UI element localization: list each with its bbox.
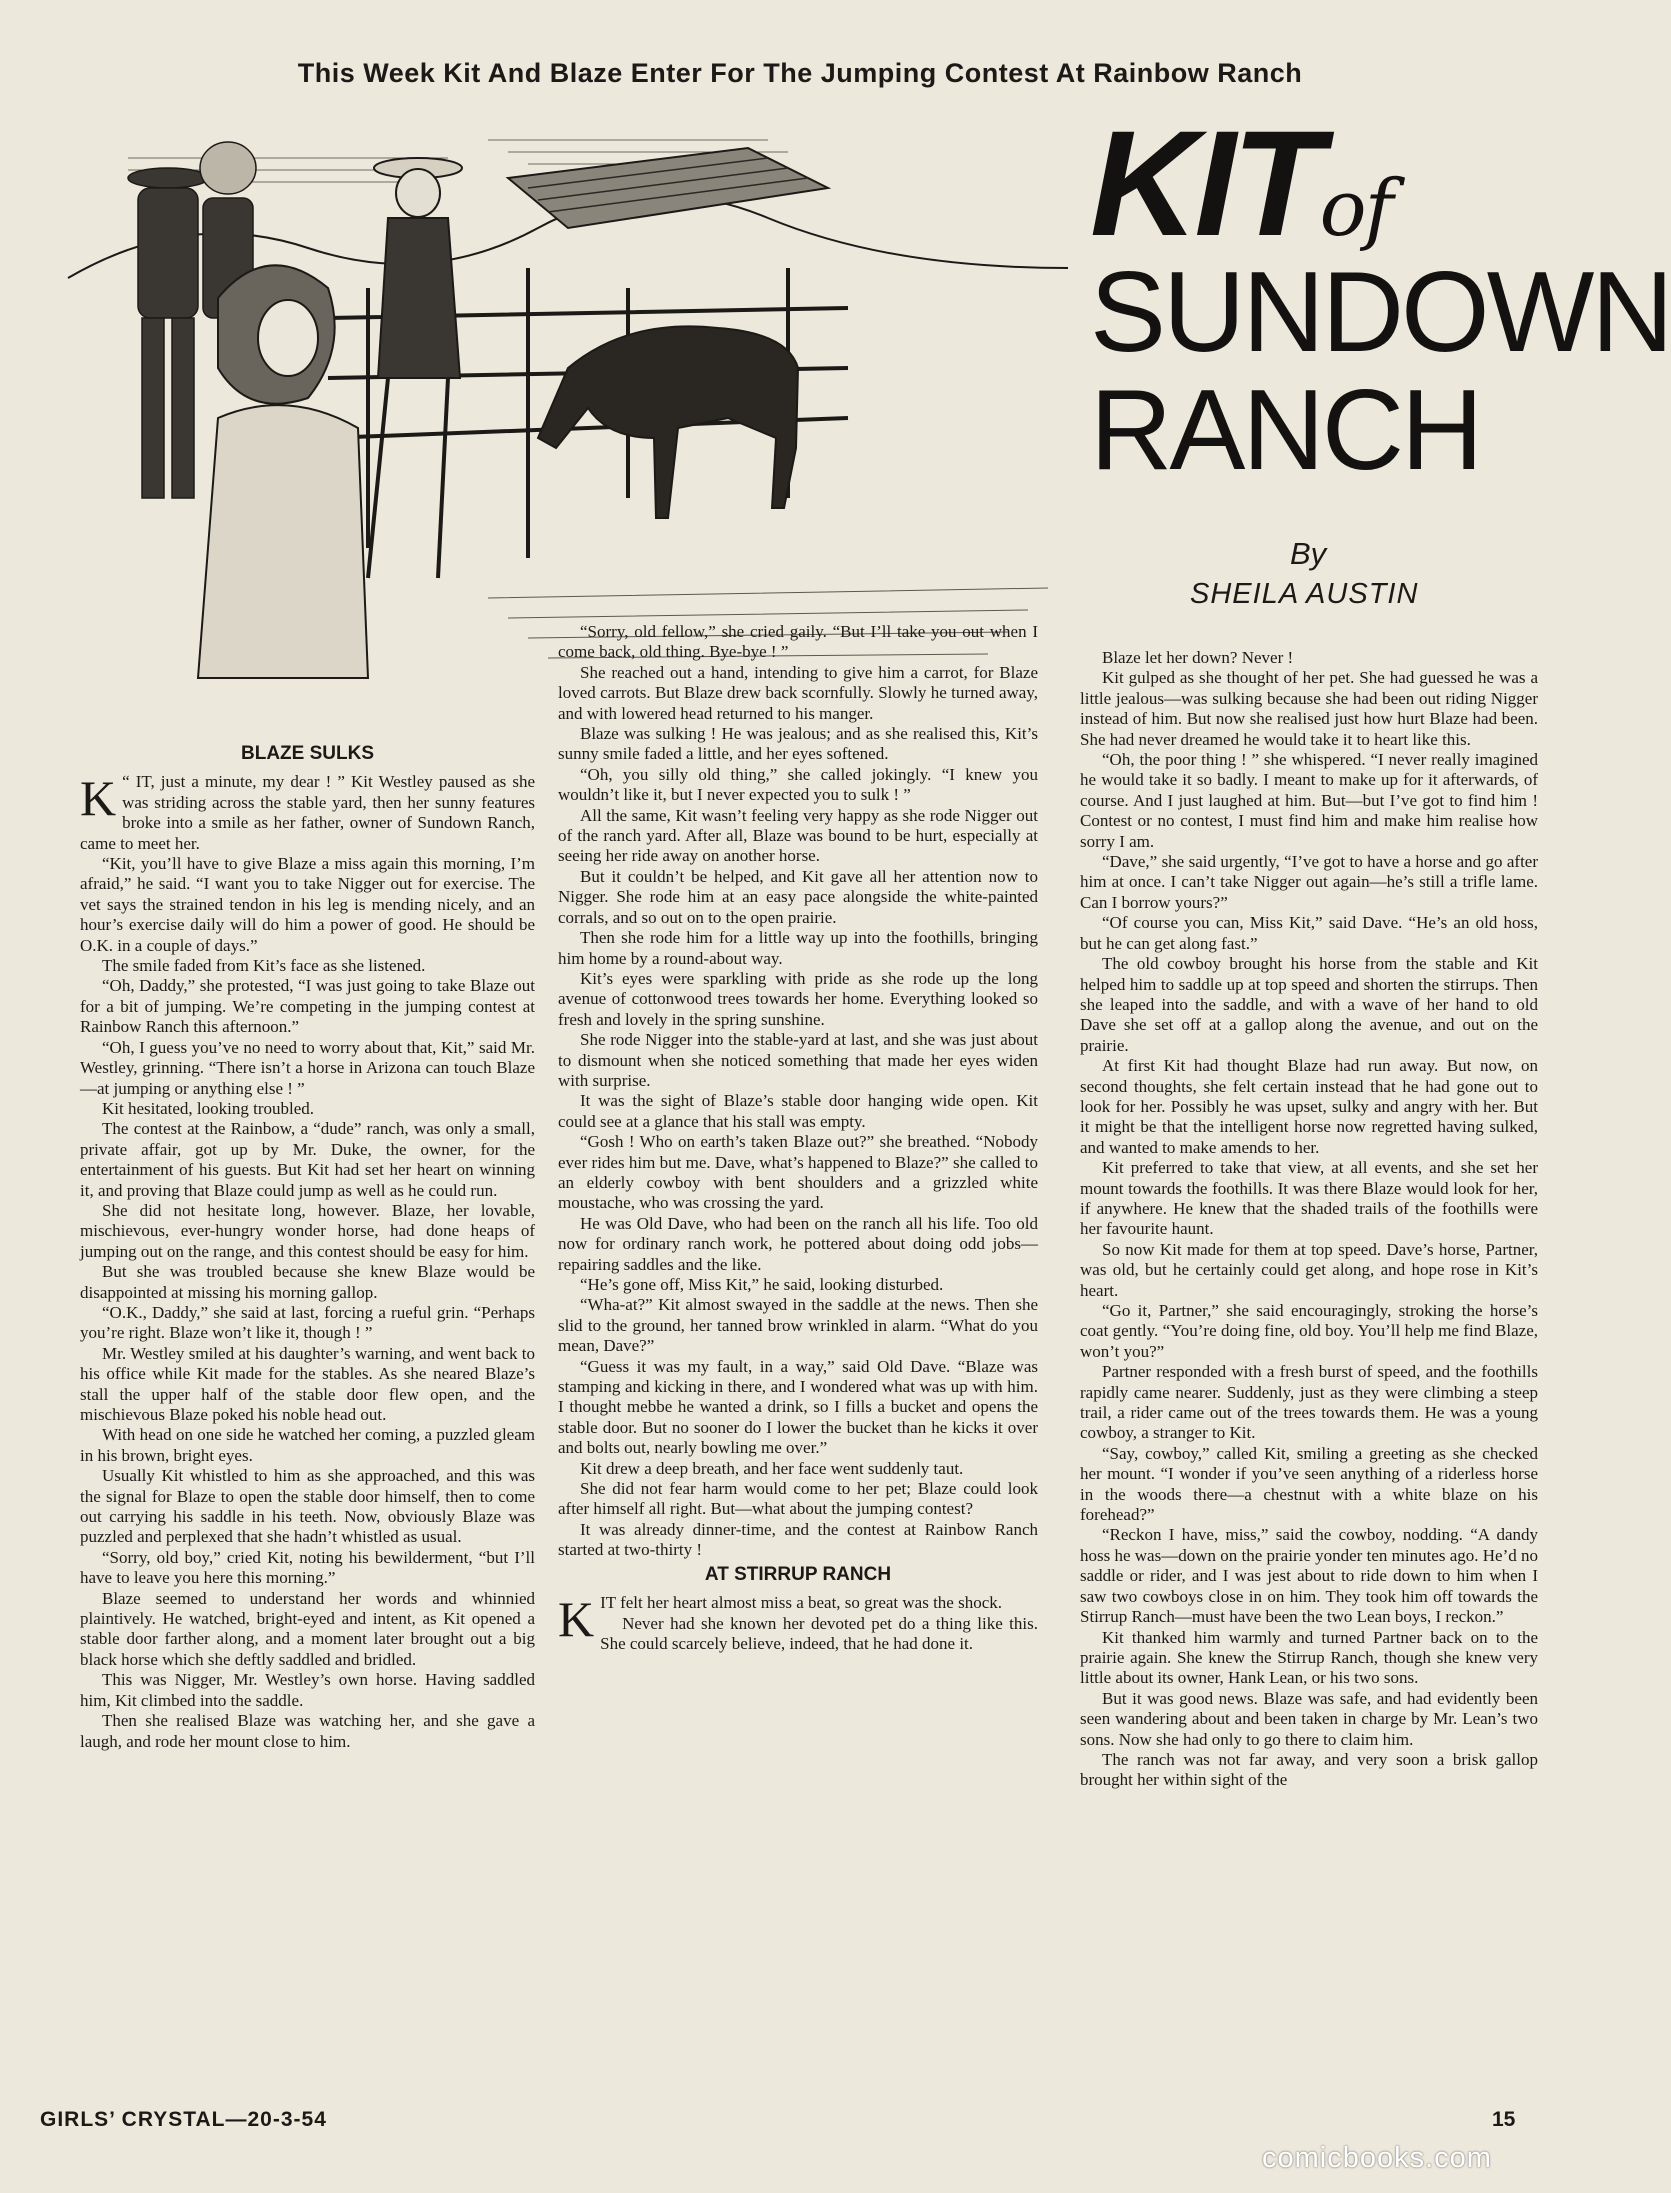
paragraph: Kit gulped as she thought of her pet. She had guessed he was a little jealous—was sulking because she had been out riding Nigger instead of him. But now she realised just how hurt Blaze had been. She had never dreamed he would take it to heart like this.: [1080, 668, 1538, 749]
paragraph: She reached out a hand, intending to give him a carrot, for Blaze loved carrots. But Blaze drew back scornfully. Slowly he turned away, and with lowered head returned to his manger.: [558, 662, 1038, 723]
text-column-1: [80, 740, 535, 1752]
section-heading: BLAZE SULKS: [241, 743, 374, 764]
paragraph: Then she realised Blaze was watching her, and she gave a laugh, and rode her mount close to him.: [80, 1711, 535, 1751]
byline-by: By: [1290, 536, 1327, 571]
paragraph: Kit preferred to take that view, at all events, and she set her mount towards the foothills. It was there Blaze would look for her, if anywhere. He knew that the shaded trails of the foothills were her favourite haunt.: [1080, 1158, 1538, 1239]
byline-author: SHEILA AUSTIN: [1190, 578, 1419, 610]
paragraph: “Dave,” she said urgently, “I’ve got to have a horse and go after him at once. I can’t take Nigger out again—he’s still a trifle lame. Can I borrow yours?”: [1080, 852, 1538, 912]
paragraph: Usually Kit whistled to him as she approached, and this was the signal for Blaze to open the stable door himself, then to come out carrying his saddle in his teeth. Now, obviously Blaze was puzzled and perplexed that she hadn’t whistled as usual.: [80, 1466, 535, 1547]
drop-cap: K: [558, 1591, 595, 1648]
paragraph: With head on one side he watched her coming, a puzzled gleam in his brown, bright eyes.: [80, 1425, 535, 1465]
paragraph: All the same, Kit wasn’t feeling very happy as she rode Nigger out of the ranch yard. After all, Blaze was bound to be hurt, especially at seeing her ride away on another horse.: [558, 805, 1038, 866]
paragraph: “Kit, you’ll have to give Blaze a miss again this morning, I’m afraid,” he said. “I want you to take Nigger out for exercise. The vet says the strained tendon in his leg is mending nicely, and an hour’s exercise daily will do him a power of good. He should be O.K. in a couple of days.”: [80, 854, 535, 955]
page-number: 15: [1492, 2108, 1516, 2131]
paragraph: But she was troubled because she knew Blaze would be disappointed at missing his morning gallop.: [80, 1262, 535, 1302]
paragraph: Never had she known her devoted pet do a thing like this. She could scarcely believe, indeed, that he had done it.: [600, 1613, 1038, 1653]
title-ranch: RANCH: [1090, 367, 1481, 494]
paragraph: Kit thanked him warmly and turned Partner back on to the prairie again. She knew the Stirrup Ranch, though she knew very little about its owner, Hank Lean, or his two sons.: [1080, 1627, 1538, 1688]
paragraph: She rode Nigger into the stable-yard at last, and she was just about to dismount when she noticed something that made her eyes widen with surprise.: [558, 1030, 1038, 1090]
paragraph: Partner responded with a fresh burst of speed, and the foothills rapidly came nearer. Suddenly, just as they were climbing a steep trail, a rider came out of the trees towards them. He was a young cowboy, a stranger to Kit.: [1080, 1362, 1538, 1443]
paragraph: This was Nigger, Mr. Westley’s own horse. Having saddled him, Kit climbed into the saddle.: [80, 1670, 535, 1710]
paragraph: Blaze let her down? Never !: [1102, 648, 1294, 667]
paragraph: It was already dinner-time, and the contest at Rainbow Ranch started at two-thirty !: [558, 1519, 1038, 1560]
paragraph: “Oh, you silly old thing,” she called jokingly. “I knew you wouldn’t like it, but I never expected you to sulk ! ”: [558, 764, 1038, 805]
paragraph: At first Kit had thought Blaze had run away. But now, on second thoughts, she felt certain instead that he had gone out to look for her. Possibly he was upset, sulky and angry with her. But it might be that the intelligent horse now regretted having sulked, and wanted to make amends to her.: [1080, 1056, 1538, 1157]
paragraph: “Of course you can, Miss Kit,” said Dave. “He’s an old hoss, but he can get along fast.”: [1080, 913, 1538, 953]
paragraph: “Sorry, old fellow,” she cried gaily. “But I’ll take you out when I come back, old thing. Bye-bye ! ”: [558, 622, 1038, 662]
paragraph: “Oh, I guess you’ve no need to worry about that, Kit,” said Mr. Westley, grinning. “There isn’t a horse in Arizona can touch Blaze—at jumping or anything else ! ”: [80, 1037, 535, 1098]
issue-footer: GIRLS’ CRYSTAL—20-3-54: [40, 2108, 327, 2131]
paragraph: “Gosh ! Who on earth’s taken Blaze out?” she breathed. “Nobody ever rides him but me. Dave, what’s happened to Blaze?” she called to an elderly cowboy with bent shoulders and a grizzled white moustache, who was crossing the yard.: [558, 1132, 1038, 1213]
paragraph: Kit’s eyes were sparkling with pride as she rode up the long avenue of cottonwood trees towards her home. Everything looked so fresh and lovely in the spring sunshine.: [558, 968, 1038, 1029]
section-heading: AT STIRRUP RANCH: [704, 1563, 892, 1585]
paragraph: Kit hesitated, looking troubled.: [102, 1098, 314, 1118]
title-kit: KIT: [1090, 99, 1320, 267]
paragraph: The smile faded from Kit’s face as she listened.: [102, 956, 426, 976]
watermark: comicbooks.com: [1262, 2142, 1492, 2174]
paragraph: He was Old Dave, who had been on the ranch all his life. Too old now for ordinary ranch work, he pottered about doing odd jobs—repairing saddles and the like.: [558, 1213, 1038, 1274]
paragraph: “Wha-at?” Kit almost swayed in the saddle at the news. Then she slid to the ground, her tanned brow wrinkled in alarm. “What do you mean, Dave?”: [558, 1295, 1038, 1356]
paragraph: But it couldn’t be helped, and Kit gave all her attention now to Nigger. She rode him at an easy pace alongside the white-painted corrals, and so out on to the open prairie.: [558, 866, 1038, 927]
paragraph: Blaze was sulking ! He was jealous; and as she realised this, Kit’s sunny smile faded a little, and her eyes softened.: [558, 724, 1038, 764]
paragraph: She did not fear harm would come to her pet; Blaze could look after himself all right. But—what about the jumping contest?: [558, 1479, 1038, 1519]
paragraph: “Sorry, old boy,” cried Kit, noting his bewilderment, “but I’ll have to leave you here this morning.”: [80, 1547, 535, 1588]
paragraph: “Guess it was my fault, in a way,” said Old Dave. “Blaze was stamping and kicking in there, and I wondered what was up with him. I thought mebbe he wanted a drink, so I fills a bucket and opens the stable door. But no sooner do I lower the bucket than he kicks it over and bolts out, nearly bowling me over.”: [558, 1356, 1038, 1458]
paragraph: So now Kit made for them at top speed. Dave’s horse, Partner, was old, but he certainly could get along, and hope rose in Kit’s heart.: [1080, 1239, 1538, 1300]
text-column-3: [1080, 648, 1538, 1791]
paragraph: She did not hesitate long, however. Blaze, her lovable, mischievous, ever-hungry wonder horse, had done heaps of jumping out on the range, and this contest should be easy for him.: [80, 1200, 535, 1261]
paragraph: But it was good news. Blaze was safe, and had evidently been seen wandering about and been taken in charge by Mr. Lean’s two sons. Now she had only to go there to claim him.: [1080, 1688, 1538, 1749]
ranch-illustration: [68, 118, 1068, 678]
paragraph: K “ IT, just a minute, my dear ! ” Kit Westley paused as she was striding across the stable yard, then her sunny features broke into a smile as her father, owner of Sundown Ranch, came to meet her.: [80, 770, 535, 853]
paragraph: “O.K., Daddy,” she said at last, forcing a rueful grin. “Perhaps you’re right. Blaze won’t like it, though ! ”: [80, 1302, 535, 1343]
story-tagline: This Week Kit And Blaze Enter For The Jumping Contest At Rainbow Ranch: [297, 58, 1303, 88]
title-sundown: SUNDOWN: [1090, 249, 1671, 376]
paragraph: Then she rode him for a little way up into the foothills, bringing him home by a round-about way.: [558, 928, 1038, 968]
paragraph: “Go it, Partner,” she said encouragingly, stroking the horse’s coat gently. “You’re doing fine, old boy. You’ll help me find Blaze, won’t you?”: [1080, 1301, 1538, 1361]
paragraph: “Say, cowboy,” called Kit, smiling a greeting as she checked her mount. “I wonder if you’ve seen anything of a riderless horse in the woods there—a chestnut with a white blaze on his forehead?”: [1080, 1443, 1538, 1525]
paragraph: The contest at the Rainbow, a “dude” ranch, was only a small, private affair, got up by Mr. Duke, the owner, for the entertainment of his guests. But Kit had set her heart on winning it, and proving that Blaze could jump as well as he could run.: [80, 1119, 535, 1200]
paragraph: “Oh, Daddy,” she protested, “I was just going to take Blaze out for a bit of jumping. We’re competing in the jumping contest at Rainbow Ranch this afternoon.”: [80, 976, 535, 1037]
paragraph: The old cowboy brought his horse from the stable and Kit helped him to saddle up at top speed and shorten the stirrups. Then she leaped into the saddle, and with a wave of her hand to old Dave she set off at a gallop along the avenue, and out on the prairie.: [1080, 954, 1538, 1055]
paragraph: Kit drew a deep breath, and her face went suddenly taut.: [580, 1458, 964, 1478]
story-title: [1090, 99, 1671, 494]
paragraph: KIT felt her heart almost miss a beat, so great was the shock.: [558, 1591, 1003, 1648]
paragraph: “He’s gone off, Miss Kit,” he said, looking disturbed.: [580, 1275, 944, 1294]
paragraph: Mr. Westley smiled at his daughter’s warning, and went back to his office while Kit made for the stables. As she neared Blaze’s stall the upper half of the stable door flew open, and the mischievous Blaze poked his noble head out.: [80, 1343, 535, 1424]
drop-cap: K: [80, 770, 117, 827]
paragraph: Blaze seemed to understand her words and whinnied plaintively. He watched, bright-eyed and intent, as Kit opened a stable door farther along, and a moment later brought out a big black horse which she deftly saddled and bridled.: [80, 1588, 535, 1669]
paragraph: “Oh, the poor thing ! ” she whispered. “I never really imagined he would take it so badly. I meant to make up for it afterwards, of course. And I just laughed at him. But—but I’ve got to find him ! Contest or no contest, I must find him and make him realise how sorry I am.: [1080, 750, 1538, 851]
paragraph: It was the sight of Blaze’s stable door hanging wide open. Kit could see at a glance that his stall was empty.: [558, 1091, 1038, 1131]
paragraph: The ranch was not far away, and very soon a brisk gallop brought her within sight of the: [1080, 1749, 1538, 1790]
title-of: of: [1319, 164, 1392, 254]
text-column-2: [558, 622, 1038, 1654]
paragraph: “Reckon I have, miss,” said the cowboy, nodding. “A dandy hoss he was—down on the prairie yonder ten minutes ago. He’d no saddle or rider, and I was jest about to ride down to him when I saw two cowboys close in on him. They took him off towards the Stirrup Ranch—must have been the two Lean boys, I reckon.”: [1080, 1525, 1538, 1627]
